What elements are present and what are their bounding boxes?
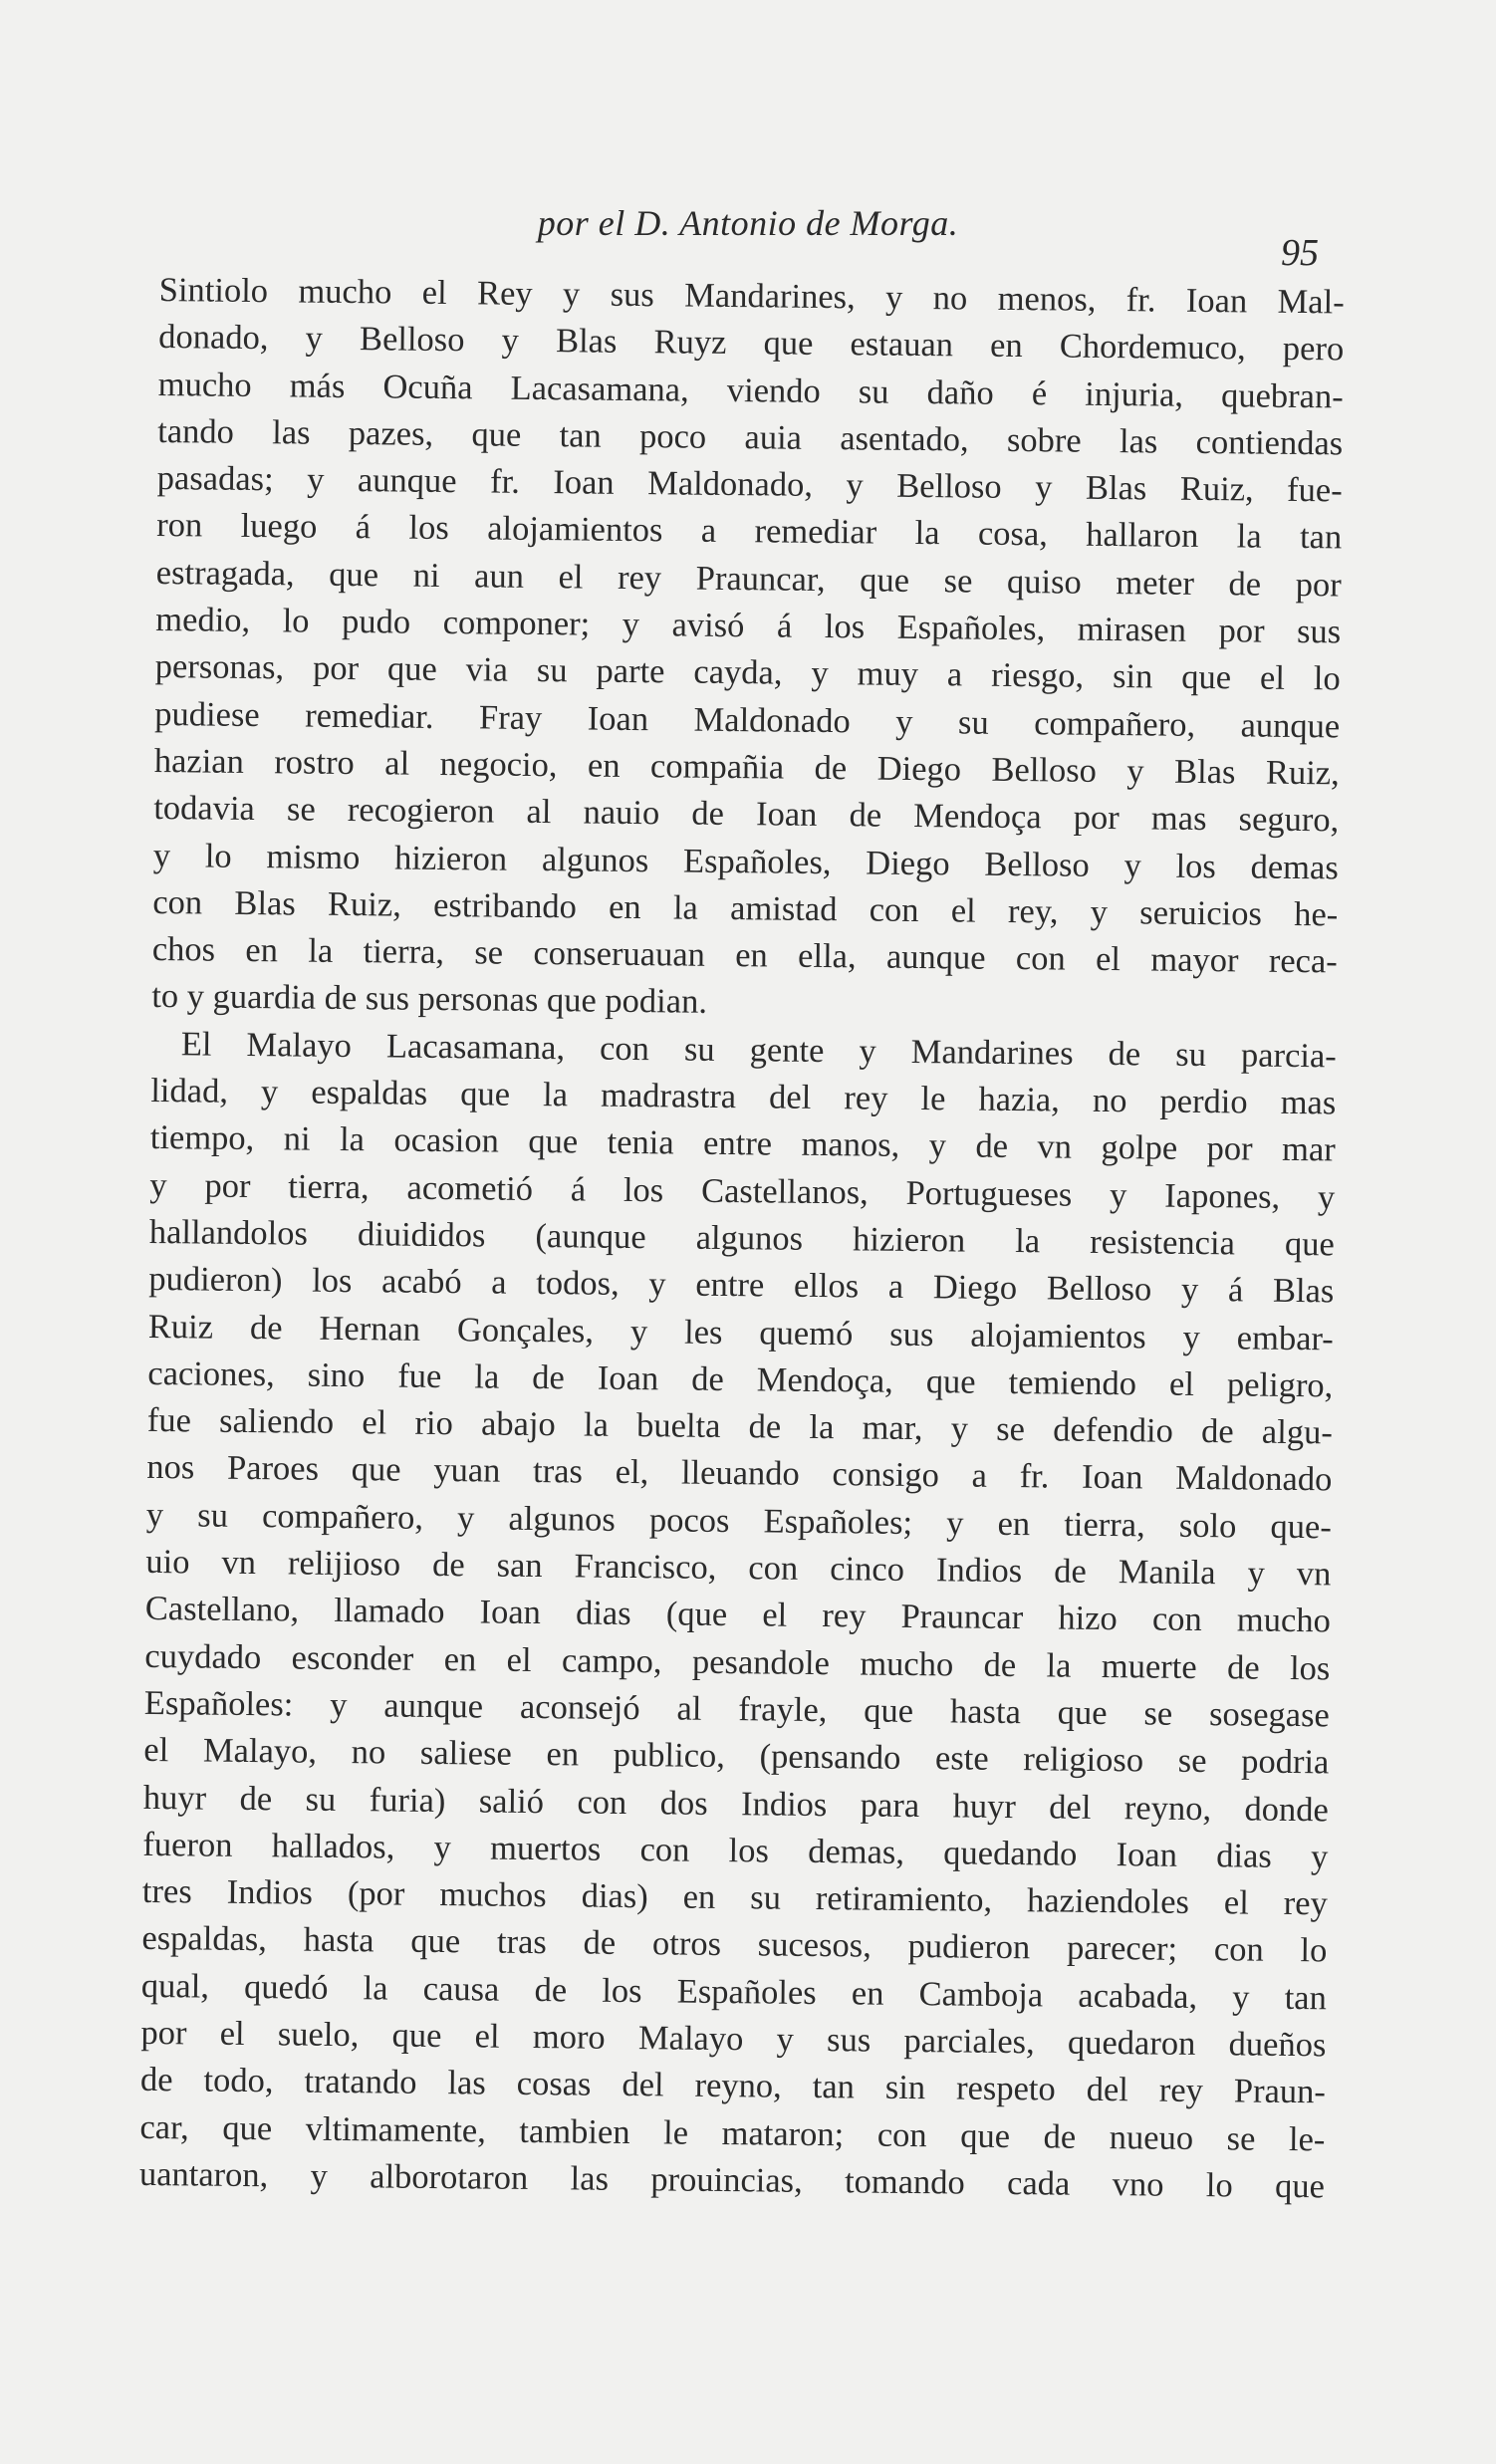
- text-line: donado, y Belloso y Blas Ruyz que estauan en Chordemuco, pero: [158, 318, 1345, 369]
- text-line: tando las pazes, que tan poco auia asentado, sobre las contiendas: [157, 411, 1344, 463]
- text-line: Españoles: y aunque aconsejó al frayle, que hasta que se sosegase: [143, 1683, 1331, 1735]
- text-line: mucho más Ocuña Lacasamana, viendo su daño é injuria, quebran-: [157, 365, 1344, 416]
- text-line: cuydado esconder en el campo, pesandole mucho de la muerte de los: [144, 1636, 1331, 1687]
- page-number: 95: [1281, 232, 1319, 274]
- text-line: caciones, sino fue la de Ioan de Mendoça, que temiendo el peligro,: [147, 1354, 1334, 1405]
- text-line: medio, lo pudo componer; y avisó á los Españoles, mirasen por sus: [155, 601, 1342, 651]
- text-line: nos Paroes que yuan tras el, lleuando consigo a fr. Ioan Maldonado: [146, 1448, 1333, 1499]
- text-line: huyr de su furia) salió con dos Indios para huyr del reyno, donde: [142, 1778, 1330, 1829]
- text-line: y por tierra, acometió á los Castellanos, Portugueses y Iapones, y: [149, 1165, 1336, 1217]
- text-line: fue saliendo el rio abajo la buelta de la mar, y se defendio de algu-: [146, 1401, 1334, 1452]
- text-line: y lo mismo hizieron algunos Españoles, Diego Belloso y los demas: [152, 836, 1339, 886]
- text-line: chos en la tierra, se conseruauan en ella, aunque con el mayor reca-: [151, 930, 1338, 981]
- text-line: hazian rostro al negocio, en compañia de Diego Belloso y Blas Ruiz,: [153, 741, 1340, 793]
- text-line: car, que vltimamente, tambien le mataron; con que de nueuo se le-: [139, 2107, 1326, 2158]
- text-line: ron luego á los alojamientos a remediar la cosa, hallaron la tan: [156, 506, 1343, 557]
- text-line: Sintiolo mucho el Rey y sus Mandarines, y no menos, fr. Ioan Mal-: [158, 270, 1345, 322]
- text-line: hallandolos diuididos (aunque algunos hizieron la resistencia que: [148, 1212, 1335, 1264]
- text-line: el Malayo, no saliese en publico, (pensando este religioso se podria: [143, 1731, 1330, 1782]
- running-header: por el D. Antonio de Morga.: [537, 203, 959, 243]
- text-line: fueron hallados, y muertos con los demas, quedando Ioan dias y: [142, 1825, 1329, 1876]
- text-line: todavia se recogieron al nauio de Ioan de Mendoça por mas seguro,: [153, 789, 1340, 840]
- text-line: pasadas; y aunque fr. Ioan Maldonado, y Belloso y Blas Ruiz, fue-: [156, 459, 1343, 510]
- text-line: uantaron, y alborotaron las prouincias, tomando cada vno lo que: [138, 2154, 1326, 2206]
- text-line: lidad, y espaldas que la madrastra del rey le hazia, no perdio mas: [150, 1072, 1337, 1122]
- text-line: personas, por que via su parte cayda, y muy a riesgo, sin que el lo: [154, 647, 1341, 698]
- paragraph-end-line: to y guardia de sus personas que podian.: [151, 977, 708, 1022]
- text-line: y su compañero, y algunos pocos Españoles; y en tierra, solo que-: [145, 1495, 1333, 1547]
- text-line: Ruiz de Hernan Gonçales, y les quemó sus alojamientos y embar-: [147, 1307, 1334, 1357]
- text-line: con Blas Ruiz, estribando en la amistad con el rey, y seruicios he-: [152, 882, 1339, 934]
- text-line: Castellano, llamado Ioan dias (que el rey Prauncar hizo con mucho: [144, 1590, 1332, 1640]
- text-line: qual, quedó la causa de los Españoles en Camboja acabada, y tan: [140, 1966, 1328, 2018]
- text-line: tres Indios (por muchos dias) en su retiramiento, haziendoles el rey: [141, 1872, 1329, 1923]
- text-line: pudiese remediar. Fray Ioan Maldonado y su compañero, aunque: [154, 694, 1341, 746]
- text-line: uio vn relijioso de san Francisco, con cinco Indios de Manila y vn: [145, 1542, 1332, 1594]
- text-line: por el suelo, que el moro Malayo y sus parciales, quedaron dueños: [140, 2013, 1327, 2065]
- text-line: estragada, que ni aun el rey Prauncar, que se quiso meter de por: [155, 553, 1342, 605]
- text-line: tiempo, ni la ocasion que tenia entre manos, y de vn golpe por mar: [149, 1118, 1336, 1169]
- paragraph-start-line: El Malayo Lacasamana, con su gente y Mandarines de su parcia-: [180, 1025, 1337, 1076]
- text-line: espaldas, hasta que tras de otros sucesos, pudieron parecer; con lo: [141, 1919, 1328, 1970]
- text-line: de todo, tratando las cosas del reyno, tan sin respeto del rey Praun-: [139, 2061, 1327, 2111]
- body-text: [139, 267, 1345, 2211]
- text-line: pudieron) los acabó a todos, y entre ellos a Diego Belloso y á Blas: [148, 1260, 1335, 1311]
